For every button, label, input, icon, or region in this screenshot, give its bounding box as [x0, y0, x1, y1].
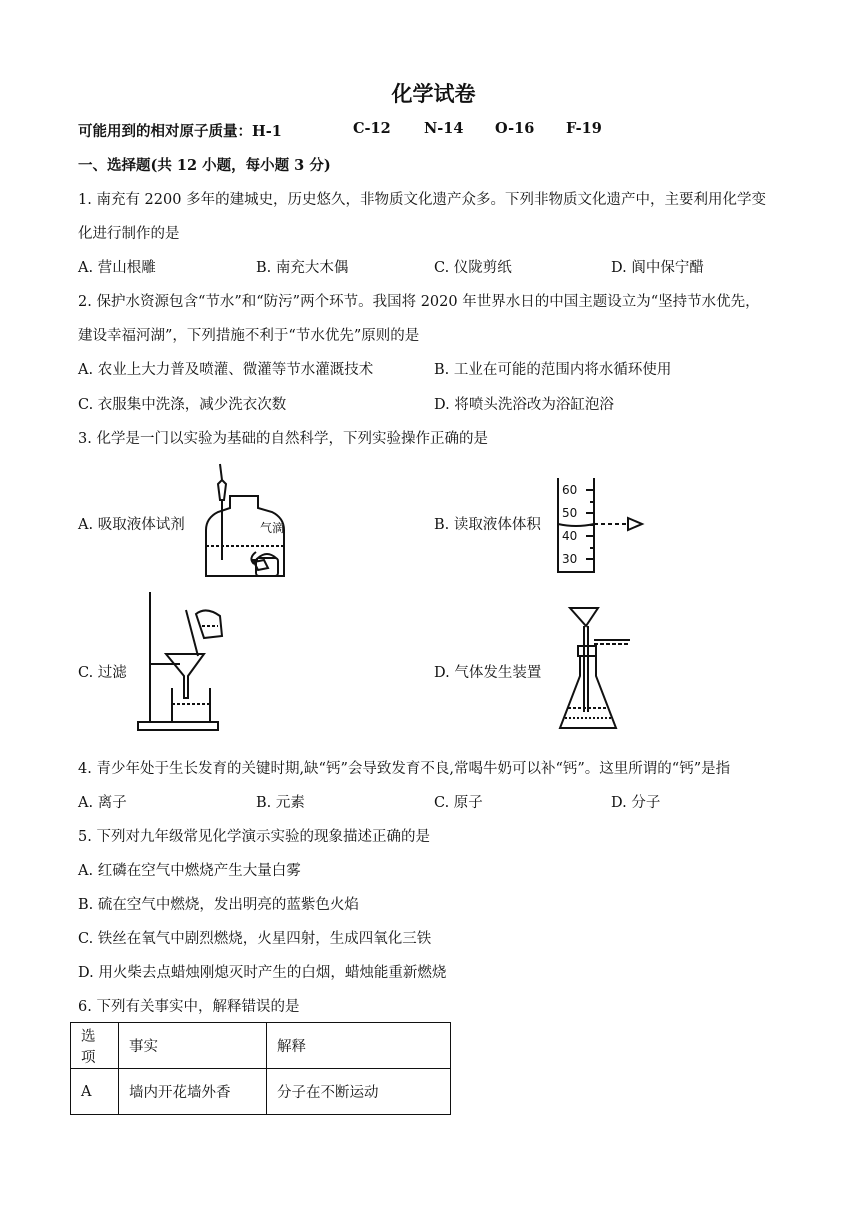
- q6-stem: 6. 下列有关事实中，解释错误的是: [78, 999, 300, 1015]
- table-cell: A: [71, 1069, 119, 1115]
- q3-stem: 3. 化学是一门以实验为基础的自然科学，下列实验操作正确的是: [78, 431, 488, 447]
- q2-option-b: B. 工业在可能的范围内将水循环使用: [434, 362, 672, 378]
- q5-option-a: A. 红磷在空气中燃烧产生大量白雾: [78, 863, 301, 879]
- table-header-cell: 解释: [267, 1023, 451, 1069]
- page-title: 化学试卷: [391, 81, 476, 106]
- q6-table: [70, 1022, 451, 1115]
- q5-option-d: D. 用火柴去点蜡烛刚熄灭时产生的白烟，蜡烛能重新燃烧: [78, 965, 447, 981]
- q4-option-d: D. 分子: [611, 795, 661, 811]
- atomic-mass-c: C-12: [353, 120, 391, 137]
- q3-option-a: A. 吸取液体试剂: [78, 517, 185, 533]
- cylinder-tick-30: 30: [562, 552, 578, 566]
- atomic-mass-n: N-14: [424, 120, 464, 137]
- table-header-cell: 事实: [119, 1023, 267, 1069]
- cylinder-tick-50: 50: [562, 506, 578, 520]
- table-cell: 分子在不断运动: [267, 1069, 451, 1115]
- dropper-bottle-figure: [198, 460, 308, 580]
- atomic-mass-f: F-19: [566, 120, 602, 137]
- q2-stem-line1: 2. 保护水资源包含“节水”和“防污”两个环节。我国将 2020 年世界水日的中国主题设立为“坚持节水优先，: [78, 294, 760, 310]
- q1-option-c: C. 仪陇剪纸: [434, 260, 512, 276]
- q5-option-b: B. 硫在空气中燃烧，发出明亮的蓝紫色火焰: [78, 897, 359, 913]
- section-heading: 一、选择题(共 12 小题，每小题 3 分): [78, 157, 331, 174]
- table-header-row: [71, 1023, 451, 1069]
- q4-option-b: B. 元素: [256, 795, 305, 811]
- q1-option-d: D. 阆中保宁醋: [611, 260, 704, 276]
- q2-stem-line2: 建设幸福河湖”，下列措施不利于“节水优先”原则的是: [78, 328, 420, 344]
- q1-option-b: B. 南充大木偶: [256, 260, 349, 276]
- q1-option-a: A. 营山根雕: [78, 260, 156, 276]
- table-cell: 墙内开花墙外香: [119, 1069, 267, 1115]
- cylinder-tick-40: 40: [562, 529, 578, 543]
- table-row: [71, 1069, 451, 1115]
- q2-option-a: A. 农业上大力普及喷灌、微灌等节水灌溉技术: [78, 362, 374, 378]
- q2-option-d: D. 将喷头洗浴改为浴缸泡浴: [434, 397, 614, 413]
- atomic-mass-line: 可能用到的相对原子质量：H-1: [78, 120, 252, 141]
- cylinder-tick-60: 60: [562, 483, 578, 497]
- q4-option-a: A. 离子: [78, 795, 127, 811]
- q4-stem: 4. 青少年处于生长发育的关键时期,缺“钙”会导致发育不良,常喝牛奶可以补“钙”。这里所谓的“钙”是指: [78, 761, 731, 777]
- q5-stem: 5. 下列对九年级常见化学演示实验的现象描述正确的是: [78, 829, 430, 845]
- table-header-cell: 选项: [71, 1023, 119, 1069]
- q5-option-c: C. 铁丝在氧气中剧烈燃烧，火星四射，生成四氧化三铁: [78, 931, 432, 947]
- q4-option-c: C. 原子: [434, 795, 483, 811]
- graduated-cylinder-figure: [556, 476, 656, 574]
- filtration-figure: [136, 586, 236, 734]
- q1-stem-line2: 化进行制作的是: [78, 226, 180, 242]
- q3-option-c: C. 过滤: [78, 665, 127, 681]
- q3-option-d: D. 气体发生装置: [434, 665, 542, 681]
- q3-option-b: B. 读取液体体积: [434, 517, 541, 533]
- q2-option-c: C. 衣服集中洗涤，减少洗衣次数: [78, 397, 287, 413]
- q1-stem-line1: 1. 南充有 2200 多年的建城史，历史悠久，非物质文化遗产众多。下列非物质文化遗产中，主要利用化学变: [78, 192, 767, 208]
- atomic-mass-label: 可能用到的相对原子质量：: [78, 123, 252, 140]
- gas-generator-figure: [556, 600, 666, 736]
- atomic-mass-o: O-16: [495, 120, 535, 137]
- svg-text:气滴: 气滴: [260, 521, 285, 535]
